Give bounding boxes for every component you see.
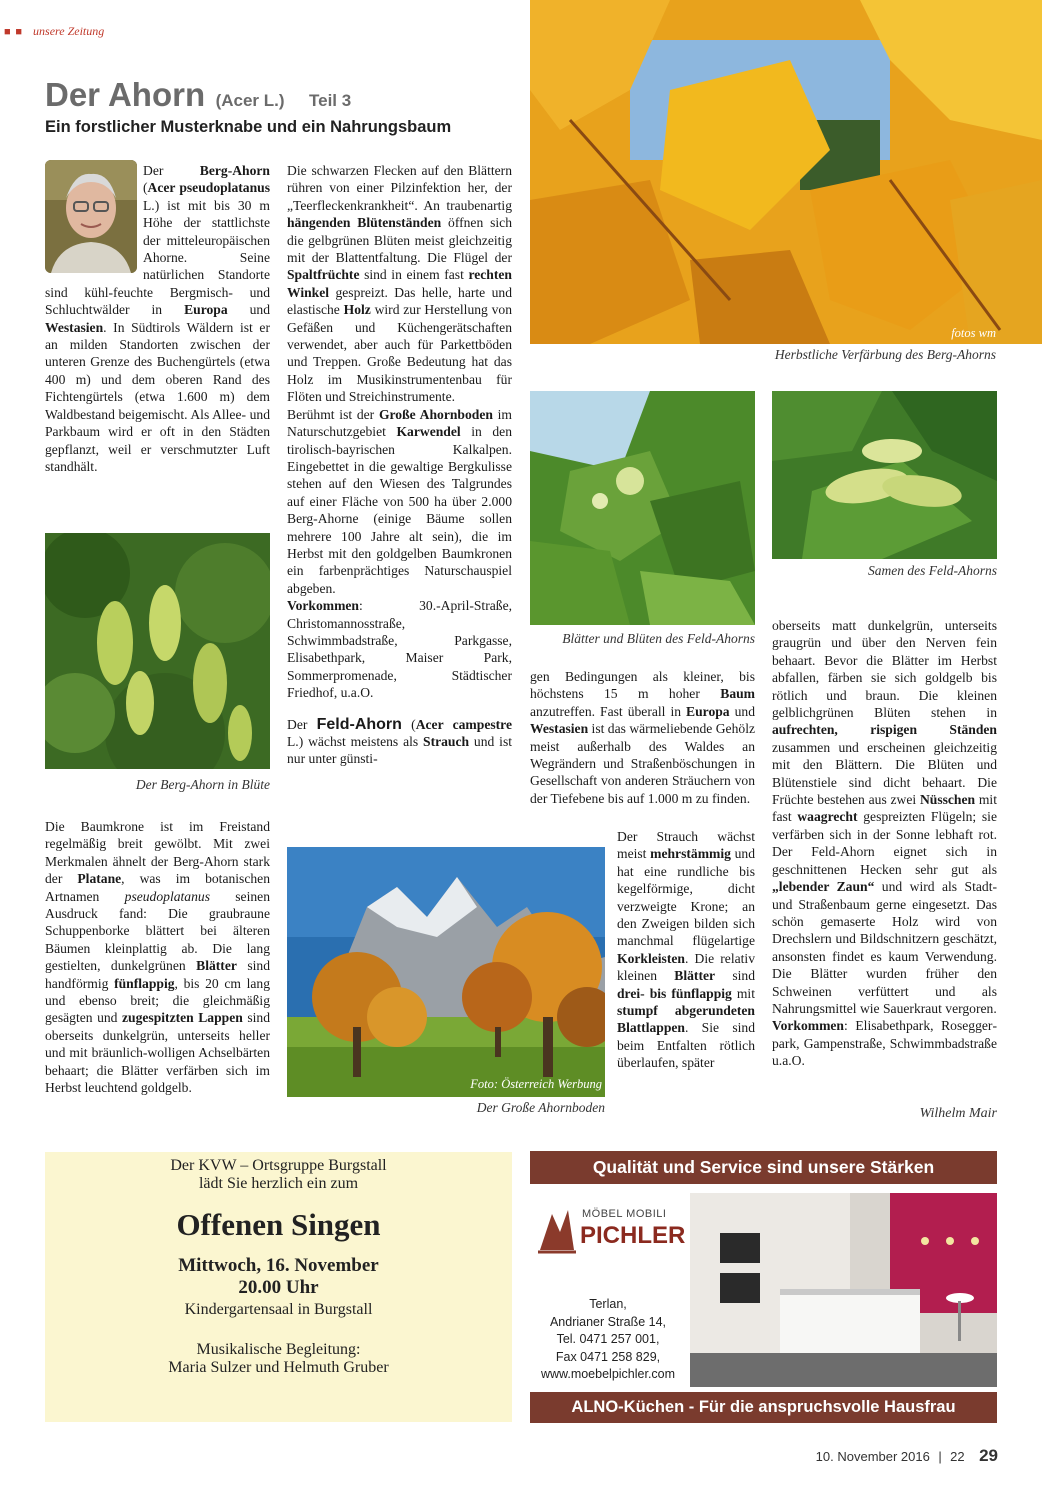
pichler-logo [534, 1202, 684, 1262]
article-column-1: Der Berg-Ahorn (Acer pseudoplatanus L.) ist mit bis 30 m Höhe der stattlichste der mitteleuropäischen Ahorne. Seine natürlichen Standorte sind kühl-feuchte Bergmisch- und Schluchtwälder in Europa und Westasien. In Südtirols Wäldern ist er an milden Standorten zwischen der unteren Grenze des Buchengürtels (etwa 400 m) und dem oberen Rand des Fichtengürtels (etwa 1.600 m) dem Waldbestand beigemischt. Als Allee- und Parkbaum wird er oft in den Städten gepflanzt, weil er verschmutzter Luft standhält. [45, 163, 270, 474]
page-number: 29 [979, 1446, 998, 1465]
kitchen-photo [690, 1193, 997, 1387]
footer-date: 10. November 2016 [815, 1449, 930, 1464]
pichler-address [530, 1296, 686, 1384]
kvw-music-label: Musikalische Begleitung: [196, 1341, 361, 1358]
pichler-street: Andrianer Straße 14, [549, 1314, 667, 1329]
kvw-line2: lädt Sie herzlich ein zum [198, 1175, 359, 1192]
pichler-fax: Fax 0471 258 829, [555, 1349, 661, 1364]
kvw-musicians: Maria Sulzer und Helmuth Gruber [168, 1359, 389, 1376]
article-column-2: Die schwarzen Flecken auf den Blättern rühren von einer Pilzinfektion her, der „Teerfleckenkrankheit“. An traubenartig hängenden Blütenständen öffnen sich die gelbgrünen Blüten meist gleichzeitig mit der Blattentfaltung. Die Flügel der Spaltfrüchte sind in einem fast rechten Winkel gespreizt. Das helle, harte und elastische Holz wird zur Herstellung von Gefäßen und Küchengerätschaften verwendet, aber auch für Parkettböden und Treppen. Große Bedeutung hat das Holz im Musikinstrumentenbau für Flöten und Streichinstrumente. Berühmt ist der Große Ahornboden im Naturschutzgebiet Karwendel in den tirolisch-bayrischen Kalkalpen. Eingebettet in die gewaltige Bergkulisse stehen auf den Wiesen des Talgrundes auf einer Fläche von 500 ha über 2.000 Berg-Ahorne (einige Bäume sollen mehrere 100 Jahre alt sein), die im Herbst mit den goldgelben Baumkronen ein farbenprächtiges Naturschauspiel abgeben. Vorkommen: 30.-April-Straße, Christomannosstraße, Schwimmbadstraße, Parkgasse, Elisabethpark, Maiser Park, Sommerpromenade, Städtischer Friedhof, u.a.O. Der Feld-Ahorn (Acer campestre L.) wächst meistens als Strauch und ist nur unter günsti- [287, 163, 513, 767]
article-column-3: gen Bedingungen als kleiner, bis höchstens 15 m hoher Baum anzutreffen. Fast überall in Europa und Westasien ist das wärmeliebende Gehölz meist außerhalb des Waldes an Wegrändern und Straßenböschungen in Gesellschaft von anderen Sträuchern von der Tiefebene bis auf 1.000 m zu finden. [530, 669, 756, 806]
caption-feld-leaves: Blätter und Blüten des Feld-Ahorns [562, 631, 755, 646]
pichler-city: Terlan, [589, 1297, 627, 1311]
pichler-logo-top: MÖBEL MOBILI [582, 1208, 667, 1220]
berg-ahorn-bloom-photo [45, 533, 270, 769]
kvw-time: 20.00 Uhr [238, 1277, 319, 1298]
pichler-web[interactable]: www.moebelpichler.com [540, 1367, 676, 1381]
caption-ahornboden: Der Große Ahornboden [476, 1100, 605, 1115]
ahornboden-photo [287, 847, 605, 1097]
title-latin: (Acer L.) [215, 91, 285, 110]
page-footer [800, 1446, 998, 1466]
kvw-date: Mittwoch, 16. November [178, 1255, 379, 1276]
article-subtitle: Ein forstlicher Musterknabe und ein Nahrungsbaum [45, 118, 452, 136]
caption-top-photo: Herbstliche Verfärbung des Berg-Ahorns [774, 347, 996, 362]
ahornboden-credit: Foto: Österreich Werbung [470, 1077, 602, 1091]
autumn-leaves-photo [530, 0, 1042, 344]
author-signature: Wilhelm Mair [919, 1106, 997, 1121]
kvw-place: Kindergartensaal in Burgstall [184, 1301, 373, 1318]
kvw-line1: Der KVW – Ortsgruppe Burgstall [170, 1157, 387, 1174]
kvw-ad [45, 1152, 512, 1422]
article-title [45, 76, 351, 114]
top-photo-credit: fotos wm [951, 326, 996, 340]
masthead [4, 22, 104, 40]
feld-ahorn-seeds-photo [772, 391, 997, 559]
article-column-3-narrow: Der Strauch wächst meist mehrstämmig und hat eine rundliche bis kegelförmige, dicht verzweigte Krone; an den Zweigen bilden sich manchmal flügelartige Korkleisten. Die relativ kleinen Blätter sind drei- bis fünflappig mit stumpf abgerundeten Blattlappen. Sie sind beim Entfalten rötlich überlaufen, später [617, 829, 755, 1071]
pichler-ad-footer: ALNO-Küchen - Für die anspruchsvolle Hausfrau [530, 1392, 997, 1423]
kvw-title: Offenen Singen [176, 1207, 381, 1242]
article-column-4: oberseits matt dunkelgrün, unterseits graugrün und über den Nerven fein behaart. Bevor die Blätter im Herbst abfallen, färben sie sich goldgelb bis rötlich und braun. Die kleinen gelblichgrünen Blüten stehen in aufrechten, rispigen Ständen zusammen und erscheinen gleichzeitig mit den Blättern. Die Blüten und Blütenstiele sind dicht behaart. Die Früchte bestehen aus zwei Nüsschen mit fast waagrecht gespreizten Flügeln; sie verfärben sich in der Sonne lebhaft rot. Der Feld-Ahorn eignet sich in geschnittenen Hecken sehr gut als „lebender Zaun“ und wird als Stadt- und Straßenbaum gerne eingesetzt. Das schön gemaserte Holz wird von Drechslern und Bildschnitzern geschätzt, ansonsten findet es kaum Verwendung. Die Blätter wurden früher den Schweinen verfüttert und als Nahrungsmittel wie Sauerkraut vergoren. Vorkommen: Elisabethpark, Roseggerpark, Gampenstraße, Schwimmbadstraße u.a.O. [772, 618, 997, 1069]
pichler-ad-headline: Qualität und Service sind unsere Stärken [530, 1151, 997, 1184]
pichler-tel: Tel. 0471 257 001, [556, 1332, 660, 1346]
caption-feld-seeds: Samen des Feld-Ahorns [868, 563, 997, 578]
caption-berg-bloom: Der Berg-Ahorn in Blüte [135, 777, 270, 792]
masthead-marks: ■ ■ [4, 26, 24, 38]
footer-divider: | [938, 1449, 942, 1464]
footer-issue: 22 [950, 1449, 965, 1464]
article-column-1-lower: Die Baumkrone ist im Freistand regelmäßig breit gewölbt. Mit zwei Merkmalen ähnelt der Berg-Ahorn stark der Platane, was im botanischen Artnamen pseudoplatanus seinen Ausdruck fand: Die graubraune Schuppenborke blättert bei älteren Bäumen kleinplattig ab. Die lang gestielten, dunkelgrünen Blätter sind handförmig fünflappig, bis 20 cm lang und ebenso breit; die gleichmäßig gesägten und zugespitzten Lappen sind oberseits dunkelgrün, unterseits heller und mit bräunlich-wolligen Achselbärten behaart; die Blätter verfärben sich im Herbst leuchtend goldgelb. [45, 819, 271, 1096]
masthead-name: unsere Zeitung [33, 24, 105, 38]
title-main: Der Ahorn [45, 76, 206, 113]
pichler-logo-name: PICHLER [580, 1222, 686, 1249]
title-part: Teil 3 [309, 91, 352, 110]
feld-ahorn-leaves-photo [530, 391, 755, 625]
